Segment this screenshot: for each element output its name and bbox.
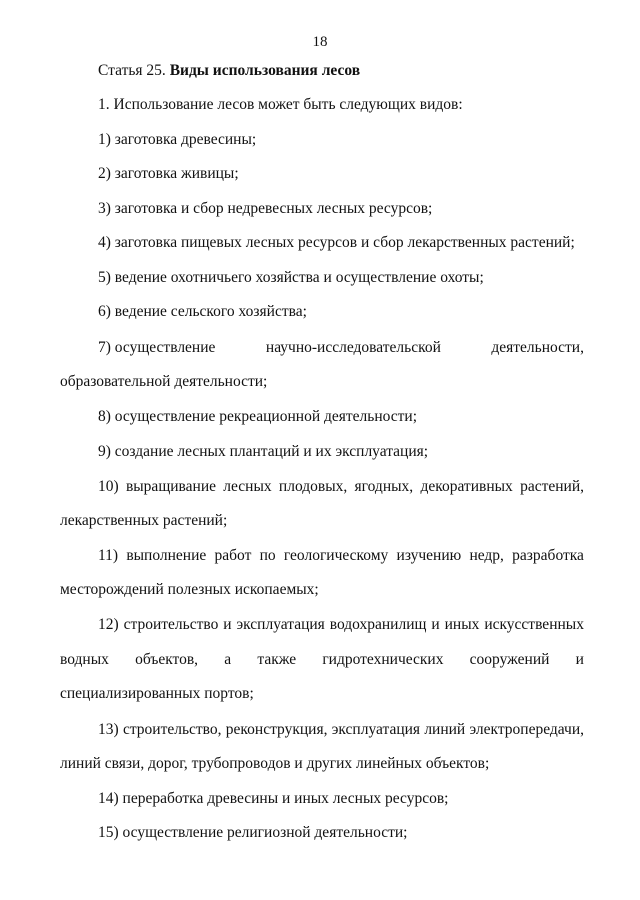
word: плодовых, <box>278 478 348 495</box>
list-item-11-line1 <box>98 547 584 565</box>
list-item-6: 6) ведение сельского хозяйства; <box>98 303 307 320</box>
word: выращивание <box>125 478 217 495</box>
list-item-11-line2: месторождений полезных ископаемых; <box>60 581 319 598</box>
list-item-10-line1 <box>98 478 584 496</box>
page-number: 18 <box>312 34 328 50</box>
paragraph-intro: 1. Использование лесов может быть следующих видов: <box>98 96 463 113</box>
list-item-12-line3: специализированных портов; <box>60 685 254 702</box>
word: строительство <box>123 616 219 633</box>
list-item-3: 3) заготовка и сбор недревесных лесных ресурсов; <box>98 200 433 217</box>
word: водных <box>60 651 109 668</box>
word: сооружений <box>469 651 550 668</box>
word: работ <box>214 547 252 564</box>
list-item-7-line2: образовательной деятельности; <box>60 373 268 390</box>
word: ягодных, <box>354 478 414 495</box>
list-item-4: 4) заготовка пищевых лесных ресурсов и сбор лекарственных растений; <box>98 234 575 251</box>
word: а <box>224 651 232 668</box>
list-item-5: 5) ведение охотничьего хозяйства и осуществление охоты; <box>98 269 484 286</box>
list-item-15: 15) осуществление религиозной деятельности; <box>98 824 408 841</box>
list-item-2: 2) заготовка живицы; <box>98 165 239 182</box>
word: гидротехнических <box>322 651 444 668</box>
word: научно-исследовательской <box>265 339 441 356</box>
word: объектов, <box>135 651 199 668</box>
list-item-13-line1 <box>98 721 584 739</box>
word: также <box>257 651 297 668</box>
word: 11) <box>98 547 119 564</box>
word: электропередачи, <box>469 721 584 738</box>
word: водохранилищ <box>329 616 427 633</box>
word: по <box>259 547 276 564</box>
word: искусственных <box>484 616 584 633</box>
word: и <box>575 651 584 668</box>
word: разработка <box>512 547 584 564</box>
word: геологическому <box>283 547 389 564</box>
word: реконструкция, <box>225 721 328 738</box>
list-item-7-line1 <box>98 339 584 357</box>
word: строительство, <box>122 721 222 738</box>
list-item-12-line1 <box>98 616 584 634</box>
word: эксплуатация <box>236 616 325 633</box>
word: 10) <box>98 478 119 495</box>
list-item-1: 1) заготовка древесины; <box>98 131 257 148</box>
word: изучению <box>396 547 462 564</box>
list-item-8: 8) осуществление рекреационной деятельности; <box>98 408 418 425</box>
list-item-10-line2: лекарственных растений; <box>60 512 228 529</box>
word: и <box>223 616 232 633</box>
article-title: Виды использования лесов <box>169 62 361 79</box>
word: линий <box>424 721 466 738</box>
list-item-14: 14) переработка древесины и иных лесных ресурсов; <box>98 790 449 807</box>
list-item-12-line2 <box>60 651 584 669</box>
article-label: Статья 25. <box>98 62 166 79</box>
list-item-13-line2: линий связи, дорог, трубопроводов и других линейных объектов; <box>60 755 490 772</box>
word: деятельности, <box>491 339 584 356</box>
word: 7) осуществление <box>98 339 216 356</box>
article-heading <box>98 62 360 80</box>
word: растений, <box>520 478 584 495</box>
word: декоративных <box>420 478 513 495</box>
word: эксплуатация <box>331 721 421 738</box>
word: иных <box>444 616 480 633</box>
word: выполнение <box>126 547 207 564</box>
word: и <box>431 616 440 633</box>
list-item-9: 9) создание лесных плантаций и их эксплуатация; <box>98 443 429 460</box>
word: недр, <box>469 547 504 564</box>
word: 13) <box>98 721 119 738</box>
word: лесных <box>223 478 272 495</box>
word: 12) <box>98 616 119 633</box>
